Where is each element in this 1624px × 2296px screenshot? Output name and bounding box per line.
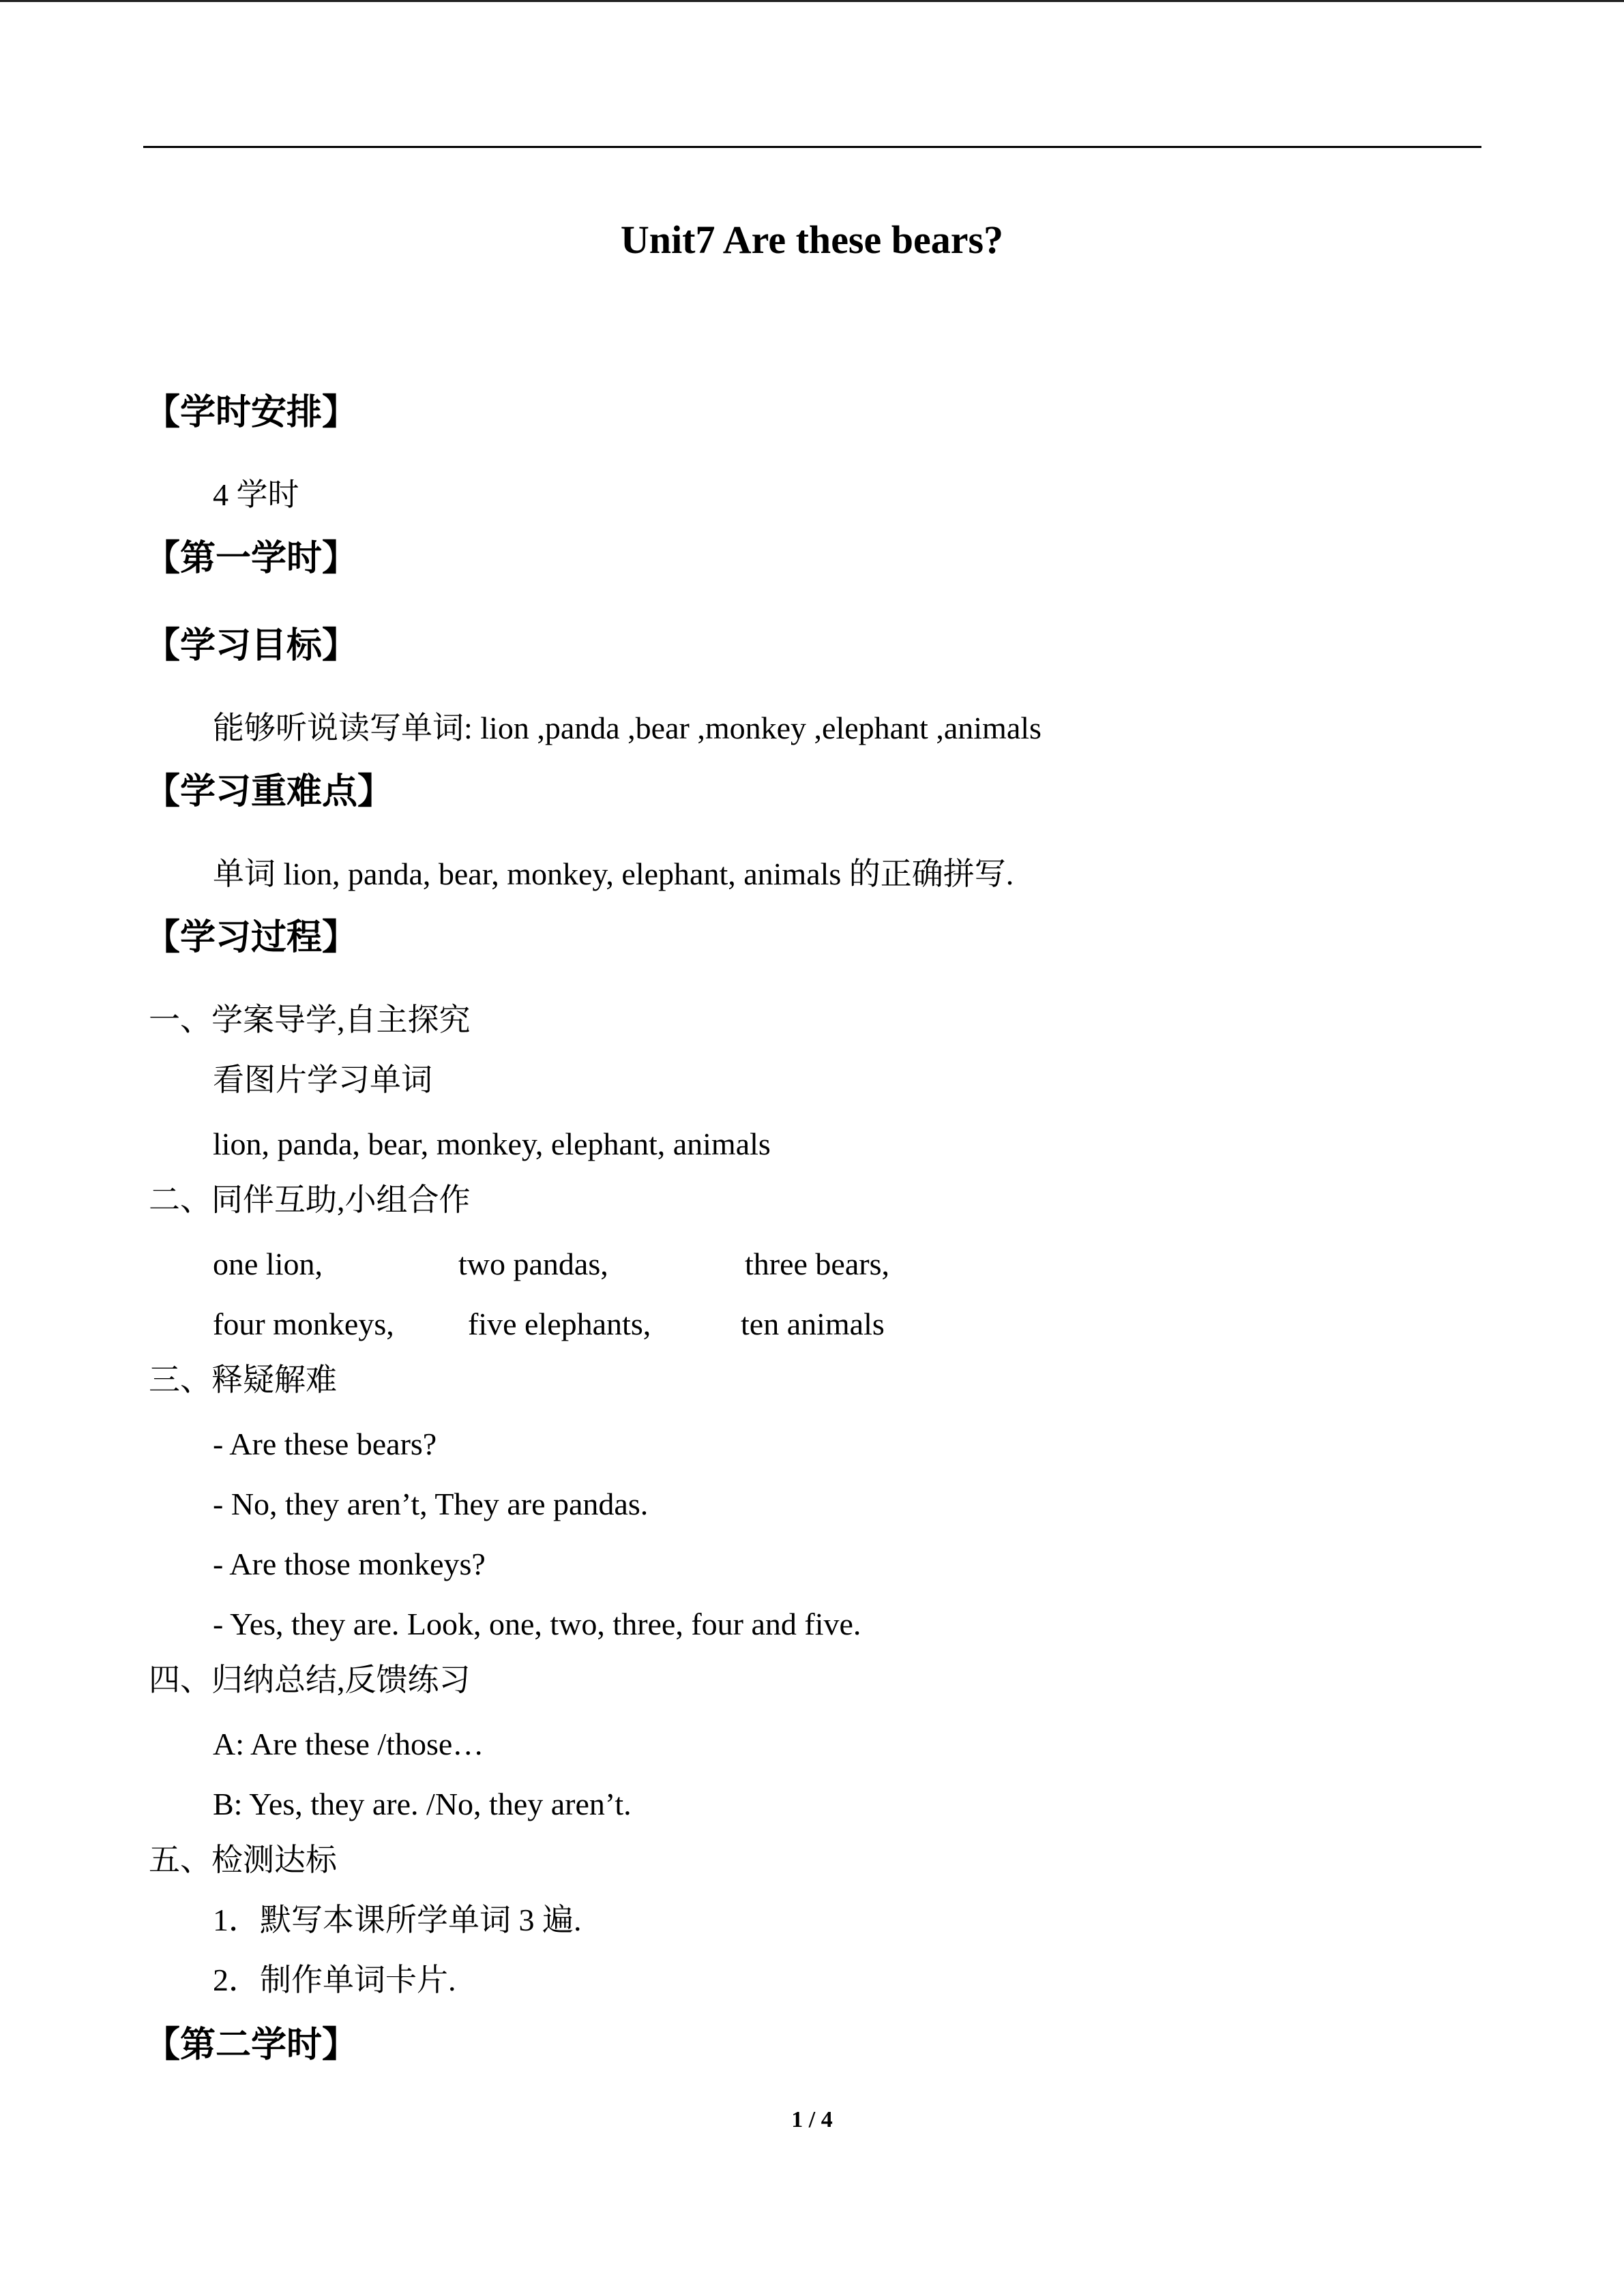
word-cell: three bears, — [745, 1247, 889, 1281]
step1-title: 一、学案导学,自主探究 — [149, 1002, 471, 1037]
step4-title: 四、归纳总结,反馈练习 — [149, 1663, 471, 1697]
schedule-text: 4 学时 — [213, 477, 299, 512]
task-line: 1．默写本课所学单词 3 遍. — [213, 1903, 582, 1937]
page-title: Unit7 Are these bears? — [620, 218, 1004, 262]
step1-line-1: 看图片学习单词 — [213, 1062, 432, 1097]
step2-title: 二、同伴互助,小组合作 — [149, 1182, 471, 1217]
second-period-heading: 【第二学时】 — [145, 2025, 358, 2066]
step1-line-2: lion, panda, bear, monkey, elephant, animals — [213, 1127, 771, 1161]
word-cell: five elephants, — [468, 1307, 651, 1341]
word-cell: one lion, — [213, 1247, 323, 1281]
page-number: 1 / 4 — [791, 2107, 833, 2132]
header-rule — [143, 146, 1481, 148]
step5-title: 五、检测达标 — [149, 1843, 337, 1877]
process-heading: 【学习过程】 — [145, 917, 358, 958]
page-top-border — [0, 0, 1624, 2]
schedule-heading: 【学时安排】 — [145, 392, 358, 433]
word-cell: four monkeys, — [213, 1307, 394, 1341]
goals-heading: 【学习目标】 — [145, 625, 358, 666]
word-cell: two pandas, — [458, 1247, 608, 1281]
key-points-heading: 【学习重难点】 — [145, 771, 394, 812]
dialogue-line: - Yes, they are. Look, one, two, three, four and five. — [213, 1607, 861, 1641]
word-cell: ten animals — [741, 1307, 885, 1341]
dialogue-line: - Are these bears? — [213, 1427, 437, 1461]
task-line: 2．制作单词卡片. — [213, 1963, 456, 1997]
pattern-line: B: Yes, they are. /No, they aren’t. — [213, 1787, 632, 1821]
key-points-text: 单词 lion, panda, bear, monkey, elephant, animals 的正确拼写. — [213, 856, 1014, 891]
pattern-line: A: Are these /those… — [213, 1727, 484, 1761]
step3-title: 三、释疑解难 — [149, 1362, 337, 1397]
dialogue-line: - No, they aren’t, They are pandas. — [213, 1487, 649, 1521]
dialogue-line: - Are those monkeys? — [213, 1547, 486, 1581]
first-period-heading: 【第一学时】 — [145, 538, 358, 579]
goals-text: 能够听说读写单词: lion ,panda ,bear ,monkey ,elephant ,animals — [213, 711, 1042, 745]
